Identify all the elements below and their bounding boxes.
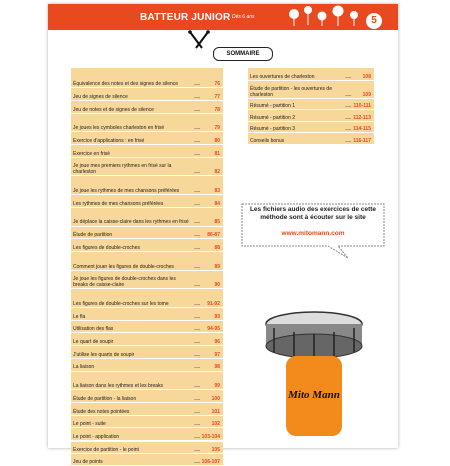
toc-entry-label: Exercice de partition - le point (73, 446, 139, 453)
toc-leader-dots: ....... (193, 421, 200, 428)
toc-leader-dots: ....... (193, 263, 200, 270)
toc-leader-dots: ....... (193, 339, 200, 346)
toc-entry-label: Je déplace la caisse-claire dans les rythmes en frisé (73, 219, 189, 226)
toc-right-column (248, 68, 374, 144)
toc-leader-dots: ....... (193, 169, 200, 176)
toc-entry[interactable] (71, 133, 223, 144)
sommaire-title: SOMMAIRE (213, 47, 273, 61)
toc-entry[interactable] (71, 429, 223, 440)
toc-entry[interactable] (71, 359, 223, 370)
toc-leader-dots: ....... (344, 103, 351, 109)
toc-entry[interactable] (71, 208, 223, 225)
toc-entry[interactable] (248, 70, 374, 80)
toc-entry-label: Le point - application (73, 433, 120, 440)
toc-entry-label: Le fla (73, 313, 86, 320)
toc-leader-dots: ....... (344, 74, 351, 80)
toc-entry[interactable] (71, 454, 223, 465)
toc-left-column (71, 68, 223, 466)
toc-leader-dots: ....... (193, 188, 200, 195)
toc-leader-dots: ....... (193, 408, 200, 415)
toc-entry-page: 94-95 (207, 326, 220, 333)
toc-entry-page: 80 (214, 137, 220, 144)
toc-entry-label: Utilisation des flas (73, 326, 114, 333)
toc-entry[interactable] (71, 442, 223, 453)
toc-entry-page: 91-92 (207, 300, 220, 307)
toc-leader-dots: ....... (193, 219, 200, 226)
toc-entry-label: Les rythmes de mes chansons préférées (73, 200, 164, 207)
toc-entry-page: 96 (214, 339, 220, 346)
book-title: BATTEUR JUNIOR (140, 12, 231, 23)
toc-entry[interactable] (71, 334, 223, 345)
toc-entry-label: Jeu de signes de silence (73, 93, 128, 100)
toc-leader-dots: ....... (193, 459, 200, 466)
page-number: 5 (366, 13, 382, 29)
toc-entry-page: 88 (214, 244, 220, 251)
toc-entry-label: J'utilise les quarts de soupir (73, 351, 135, 358)
toc-entry-label: Étude des notes pointées (73, 408, 130, 415)
toc-entry[interactable] (248, 134, 374, 144)
toc-entry-page: 84 (214, 200, 220, 207)
drum-brand: Mito Mann (288, 389, 340, 401)
toc-entry-page: 102 (211, 421, 220, 428)
toc-leader-dots: ....... (193, 93, 200, 100)
toc-entry-page: 106-107 (201, 459, 220, 466)
toc-entry-page: 76 (214, 81, 220, 88)
toc-leader-dots: ....... (344, 114, 351, 121)
toc-entry-page: 90 (214, 282, 220, 289)
toc-entry-label: Exercice en frisé (73, 150, 110, 157)
toc-entry-page: 100 (211, 395, 220, 402)
toc-leader-dots: ....... (344, 91, 351, 98)
toc-leader-dots: ....... (344, 126, 351, 132)
toc-entry[interactable] (71, 309, 223, 320)
toc-entry-page: 109 (362, 91, 371, 98)
toc-entry[interactable] (71, 240, 223, 251)
toc-entry-page: 81 (214, 150, 220, 157)
toc-entry[interactable] (71, 290, 223, 307)
toc-entry-label: Les ouvertures de charleston (250, 74, 315, 80)
toc-leader-dots: ....... (193, 313, 200, 320)
toc-entry-label: Conseils bonus (250, 137, 285, 144)
toc-entry-page: 93 (214, 313, 220, 320)
toc-leader-dots: ....... (193, 244, 200, 251)
toc-entry-label: Jeu de points (73, 459, 103, 466)
toc-leader-dots: ....... (193, 383, 200, 390)
toc-entry[interactable] (248, 111, 374, 121)
toc-leader-dots: ....... (193, 81, 200, 88)
toc-entry-page: 103-104 (201, 433, 220, 440)
toc-entry-label: Les figures de double-croches (73, 244, 140, 251)
drumsticks-icon (184, 30, 214, 50)
toc-leader-dots: ....... (193, 300, 200, 307)
toc-separator (248, 144, 374, 145)
toc-entry[interactable] (71, 101, 223, 112)
toc-entry-page: 108 (362, 74, 371, 80)
toc-entry[interactable] (71, 114, 223, 131)
toc-entry-page: 86-87 (207, 232, 220, 239)
toc-entry[interactable] (248, 82, 374, 98)
toc-entry[interactable] (71, 89, 223, 100)
toc-entry-page: 99 (214, 383, 220, 390)
toc-entry[interactable] (71, 70, 223, 87)
toc-entry-label: La liaison dans les rythmes et les breaks (73, 383, 164, 390)
toc-entry-label: Résumé - partition 2 (250, 114, 296, 121)
toc-entry-label: Je joue mes premiers rythmes en frisé sur la charleston (73, 163, 172, 176)
toc-entry[interactable] (71, 227, 223, 238)
toc-leader-dots: ....... (193, 351, 200, 358)
toc-entry[interactable] (71, 416, 223, 427)
toc-entry-label: Je joue les figures de double-croches dans les breaks de caisse-claire (73, 276, 176, 289)
toc-entry[interactable] (71, 252, 223, 269)
book-page (48, 4, 398, 466)
toc-entry-label: Étude de partition - les ouvertures de charleston (250, 85, 332, 98)
toc-entry-label: Résumé - partition 1 (250, 103, 296, 109)
toc-entry-page: 82 (214, 169, 220, 176)
toc-entry-page: 79 (214, 125, 220, 132)
toc-leader-dots: ....... (193, 433, 200, 440)
toc-entry[interactable] (71, 403, 223, 414)
toc-entry-label: La liaison (73, 364, 95, 371)
audio-note-text: Les fichiers audio des exercices de cette méthode sont à écouter sur le site (249, 206, 377, 221)
toc-entry[interactable] (71, 158, 223, 175)
toc-entry-page: 112-113 (353, 114, 371, 121)
toc-entry-label: Les figures de double-croches sur les tome (73, 300, 169, 307)
toc-entry-page: 83 (214, 188, 220, 195)
toc-entry-label: Étude de partition (73, 232, 113, 239)
toc-entry-label: Exercice d'applications : en frisé (73, 137, 145, 144)
toc-leader-dots: ....... (193, 446, 200, 453)
toc-leader-dots: ....... (193, 232, 200, 239)
toc-entry-page: 89 (214, 263, 220, 270)
snare-drum-illustration (254, 294, 374, 444)
toc-leader-dots: ....... (193, 200, 200, 207)
toc-entry[interactable] (71, 391, 223, 402)
toc-entry[interactable] (71, 146, 223, 157)
toc-entry-label: Je joue les rythmes de mes chansons préférées (73, 188, 180, 195)
toc-entry[interactable] (71, 271, 223, 288)
toc-entry[interactable] (248, 122, 374, 132)
audio-note-url[interactable]: www.mitomann.com (281, 230, 345, 237)
toc-leader-dots: ....... (344, 137, 351, 144)
toc-entry[interactable] (71, 347, 223, 358)
trees-decoration (280, 4, 400, 34)
toc-entry-label: Équivalence des notes et des signes de silence (73, 81, 179, 88)
toc-entry-label: Étude de partition - la liaison (73, 395, 137, 402)
toc-leader-dots: ....... (193, 282, 200, 289)
toc-entry-label: Le point - suite (73, 421, 106, 428)
toc-entry-label: Le quart de soupir (73, 339, 114, 346)
toc-entry-page: 114-115 (353, 126, 371, 132)
toc-entry-page: 85 (214, 219, 220, 226)
toc-entry-page: 110-111 (353, 103, 371, 109)
toc-entry[interactable] (248, 99, 374, 109)
toc-leader-dots: ....... (193, 326, 200, 333)
toc-entry-page: 116-117 (353, 137, 371, 144)
toc-leader-dots: ....... (193, 150, 200, 157)
toc-leader-dots: ....... (193, 137, 200, 144)
book-age: Dès 6 ans (232, 14, 255, 20)
toc-leader-dots: ....... (193, 395, 200, 402)
toc-entry[interactable] (71, 321, 223, 332)
toc-entry-page: 98 (214, 364, 220, 371)
toc-entry-page: 97 (214, 351, 220, 358)
toc-leader-dots: ....... (193, 125, 200, 132)
toc-leader-dots: ....... (193, 106, 200, 113)
toc-entry-page: 105 (211, 446, 220, 453)
toc-entry[interactable] (71, 177, 223, 194)
toc-entry-page: 77 (214, 93, 220, 100)
toc-leader-dots: ....... (193, 364, 200, 371)
toc-entry-label: Comment jouer les figures de double-croches (73, 263, 174, 270)
toc-entry-label: Jeu de notes et de signes de silence (73, 106, 154, 113)
toc-entry-label: Je joues les cymboles charleston en frisé (73, 125, 165, 132)
toc-entry-label: Résumé - partition 3 (250, 126, 296, 132)
toc-entry[interactable] (71, 196, 223, 207)
toc-entry-page: 101 (211, 408, 220, 415)
toc-entry-page: 78 (214, 106, 220, 113)
toc-entry[interactable] (71, 372, 223, 389)
